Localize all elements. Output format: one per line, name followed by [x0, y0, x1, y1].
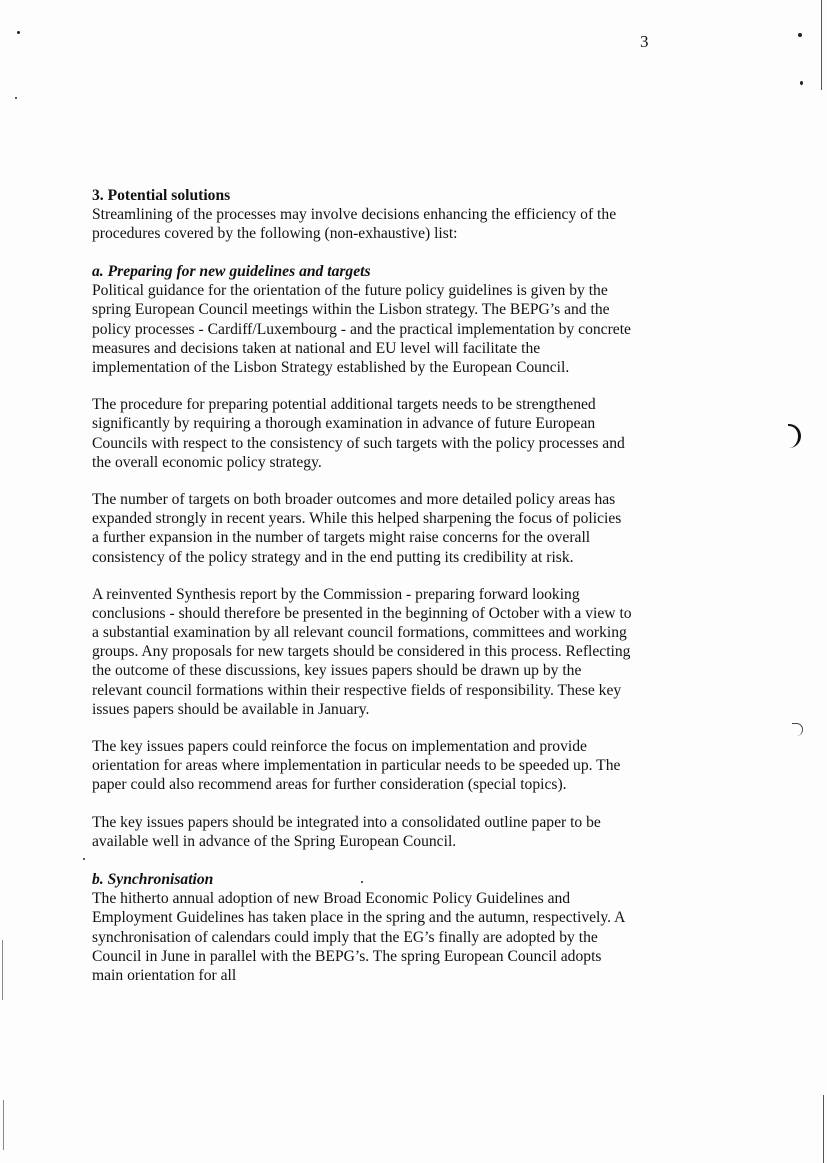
scan-speck: [800, 81, 803, 85]
subsection-b-heading: b. Synchronisation: [92, 871, 214, 889]
subsection-a-heading: a. Preparing for new guidelines and targets: [92, 263, 371, 281]
paragraph-a-4: A reinvented Synthesis report by the Commission - preparing forward looking conclusions - should therefore be presented in the beginning of October with a view to a substantial examination by all relevant council formations, committees and working groups. Any proposals for new targets should be considered in this process. Reflecting the outcome of these discussions, key issues papers should be drawn up by the relevant council formations within their respective fields of responsibility. These key issues papers should be available in January.: [92, 586, 632, 718]
scan-edge-line: [2, 940, 3, 1000]
paragraph-b-1: The hitherto annual adoption of new Broad Economic Policy Guidelines and Employment Guidelines has taken place in the spring and the autumn, respectively. A synchronisation of calendars could imply that the EG’s finally are adopted by the Council in June in parallel with the BEPG’s. The spring European Council adopts main orientation for all: [92, 890, 625, 984]
paragraph-a-2: The procedure for preparing potential additional targets needs to be strengthened significantly by requiring a thorough examination in advance of future European Councils with respect to the consistency of such targets with the policy processes and the overall economic policy strategy.: [92, 396, 625, 471]
document-body: [92, 186, 632, 985]
scan-speck: [798, 33, 802, 37]
scan-edge-line: [823, 1095, 824, 1163]
scan-speck: [15, 97, 17, 99]
scan-edge-line: [821, 0, 822, 90]
scan-bracket-mark: [788, 424, 801, 448]
page-number: 3: [640, 32, 649, 51]
paragraph-a-3: The number of targets on both broader outcomes and more detailed policy areas has expanded strongly in recent years. While this helped sharpening the focus of policies a further expansion in the number of targets might raise concerns for the overall consistency of the policy strategy and in the end putting its credibility at risk.: [92, 491, 622, 566]
paragraph-a-1: Political guidance for the orientation of the future policy guidelines is given by the spring European Council meetings within the Lisbon strategy. The BEPG’s and the policy processes - Cardiff/Luxembourg - and the practical implementation by concrete measures and decisions taken at national and EU level will facilitate the implementation of the Lisbon Strategy established by the European Council.: [92, 282, 631, 376]
section-intro: Streamlining of the processes may involve decisions enhancing the efficiency of the procedures covered by the following (non-exhaustive) list:: [92, 206, 617, 243]
paragraph-a-5: The key issues papers could reinforce the focus on implementation and provide orientation for areas where implementation in particular needs to be speeded up. The paper could also recommend areas for further consideration (special topics).: [92, 738, 621, 794]
scan-bracket-mark: [792, 723, 803, 736]
scan-edge-line: [3, 1100, 4, 1150]
section-heading: 3. Potential solutions: [92, 187, 231, 204]
scan-speck: [83, 858, 85, 860]
paragraph-a-6: The key issues papers should be integrated into a consolidated outline paper to be available well in advance of the Spring European Council.: [92, 814, 601, 851]
scan-speck: [17, 31, 20, 34]
